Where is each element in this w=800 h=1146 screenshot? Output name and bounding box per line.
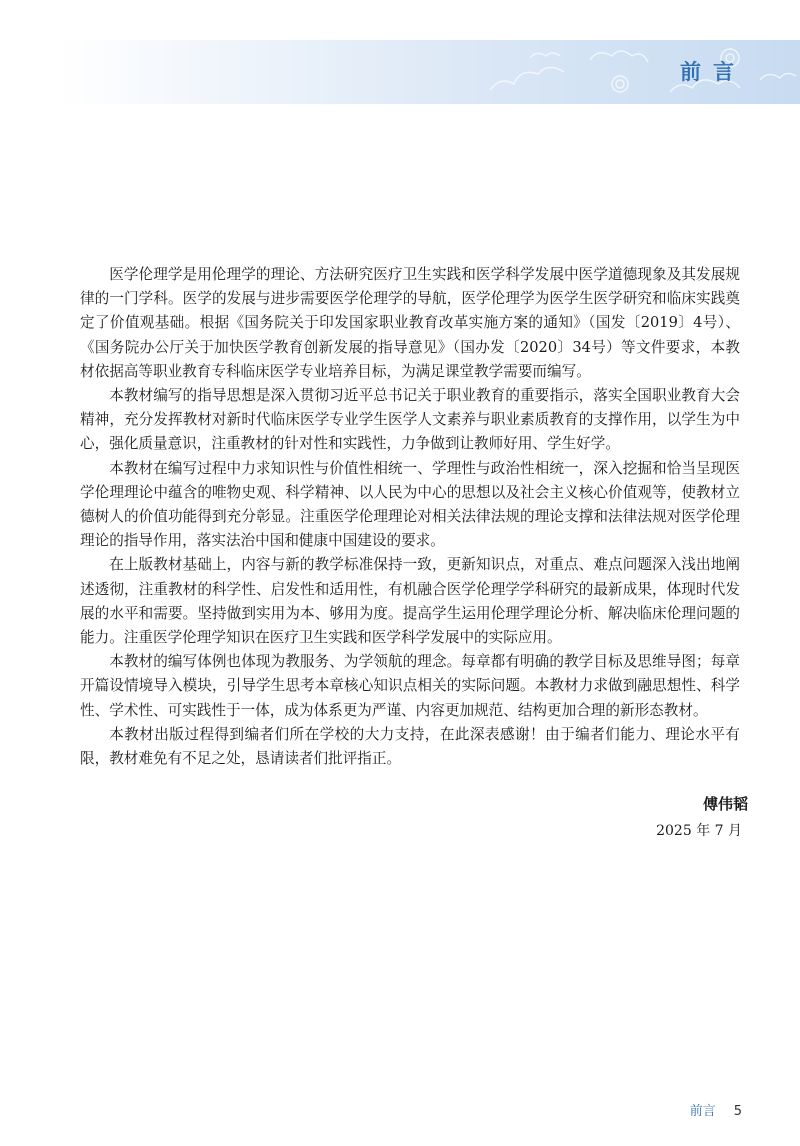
- cloud-pattern-icon: [470, 40, 800, 104]
- page-title: 前言: [680, 60, 746, 84]
- paragraph-5: 本教材的编写体例也体现为教服务、为学领航的理念。每章都有明确的教学目标及思维导图；每章开篇设情境导入模块，引导学生思考本章核心知识点相关的实际问题。本教材力求做到融思想性、科学性、学术性、可实践性于一体，成为体系更为严谨、内容更加规范、结构更加合理的新形态教材。: [80, 653, 740, 719]
- author-signature: 傅伟韬: [702, 795, 748, 813]
- preface-body: [80, 263, 740, 771]
- paragraph-2: 本教材编写的指导思想是深入贯彻习近平总书记关于职业教育的重要指示，落实全国职业教育大会精神，充分发挥教材对新时代临床医学专业学生医学人文素养与职业素质教育的支撑作用，以学生为中心，强化质量意识，注重教材的针对性和实践性，力争做到让教师好用、学生好学。: [80, 387, 740, 453]
- footer-section-label: 前言: [689, 1104, 716, 1119]
- paragraph-6: 本教材出版过程得到编者们所在学校的大力支持，在此深表感谢！由于编者们能力、理论水平有限，教材难免有不足之处，恳请读者们批评指正。: [80, 725, 740, 768]
- paragraph-1: 医学伦理学是用伦理学的理论、方法研究医疗卫生实践和医学科学发展中医学道德现象及其发展规律的一门学科。医学的发展与进步需要医学伦理学的导航，医学伦理学为医学生医学研究和临床实践奠定了价值观基础。根据《国务院关于印发国家职业教育改革实施方案的通知》（国发〔2019〕4号）、《国务院办公厅关于加快医学教育创新发展的指导意见》（国办发〔2020〕34号）等文件要求，本教材依据高等职业教育专科临床医学专业培养目标，为满足课堂教学需要而编写。: [80, 266, 740, 380]
- paragraph-4: 在上版教材基础上，内容与新的教学标准保持一致，更新知识点，对重点、难点问题深入浅出地阐述透彻，注重教材的科学性、启发性和适用性，有机融合医学伦理学学科研究的最新成果，体现时代发展的水平和需要。坚持做到实用为本、够用为度。提高学生运用伦理学理论分析、解决临床伦理问题的能力。注重医学伦理学知识在医疗卫生实践和医学科学发展中的实际应用。: [80, 556, 740, 647]
- page-number: 5: [733, 1104, 742, 1119]
- paragraph-3: 本教材在编写过程中力求知识性与价值性相统一、学理性与政治性相统一，深入挖掘和恰当呈现医学伦理理论中蕴含的唯物史观、科学精神、以人民为中心的思想以及社会主义核心价值观等，使教材立德树人的价值功能得到充分彰显。注重医学伦理理论对相关法律法规的理论支撑和法律法规对医学伦理理论的指导作用，落实法治中国和健康中国建设的要求。: [80, 459, 740, 550]
- preface-date: 2025 年 7 月: [656, 823, 742, 839]
- page-footer: [690, 1100, 742, 1119]
